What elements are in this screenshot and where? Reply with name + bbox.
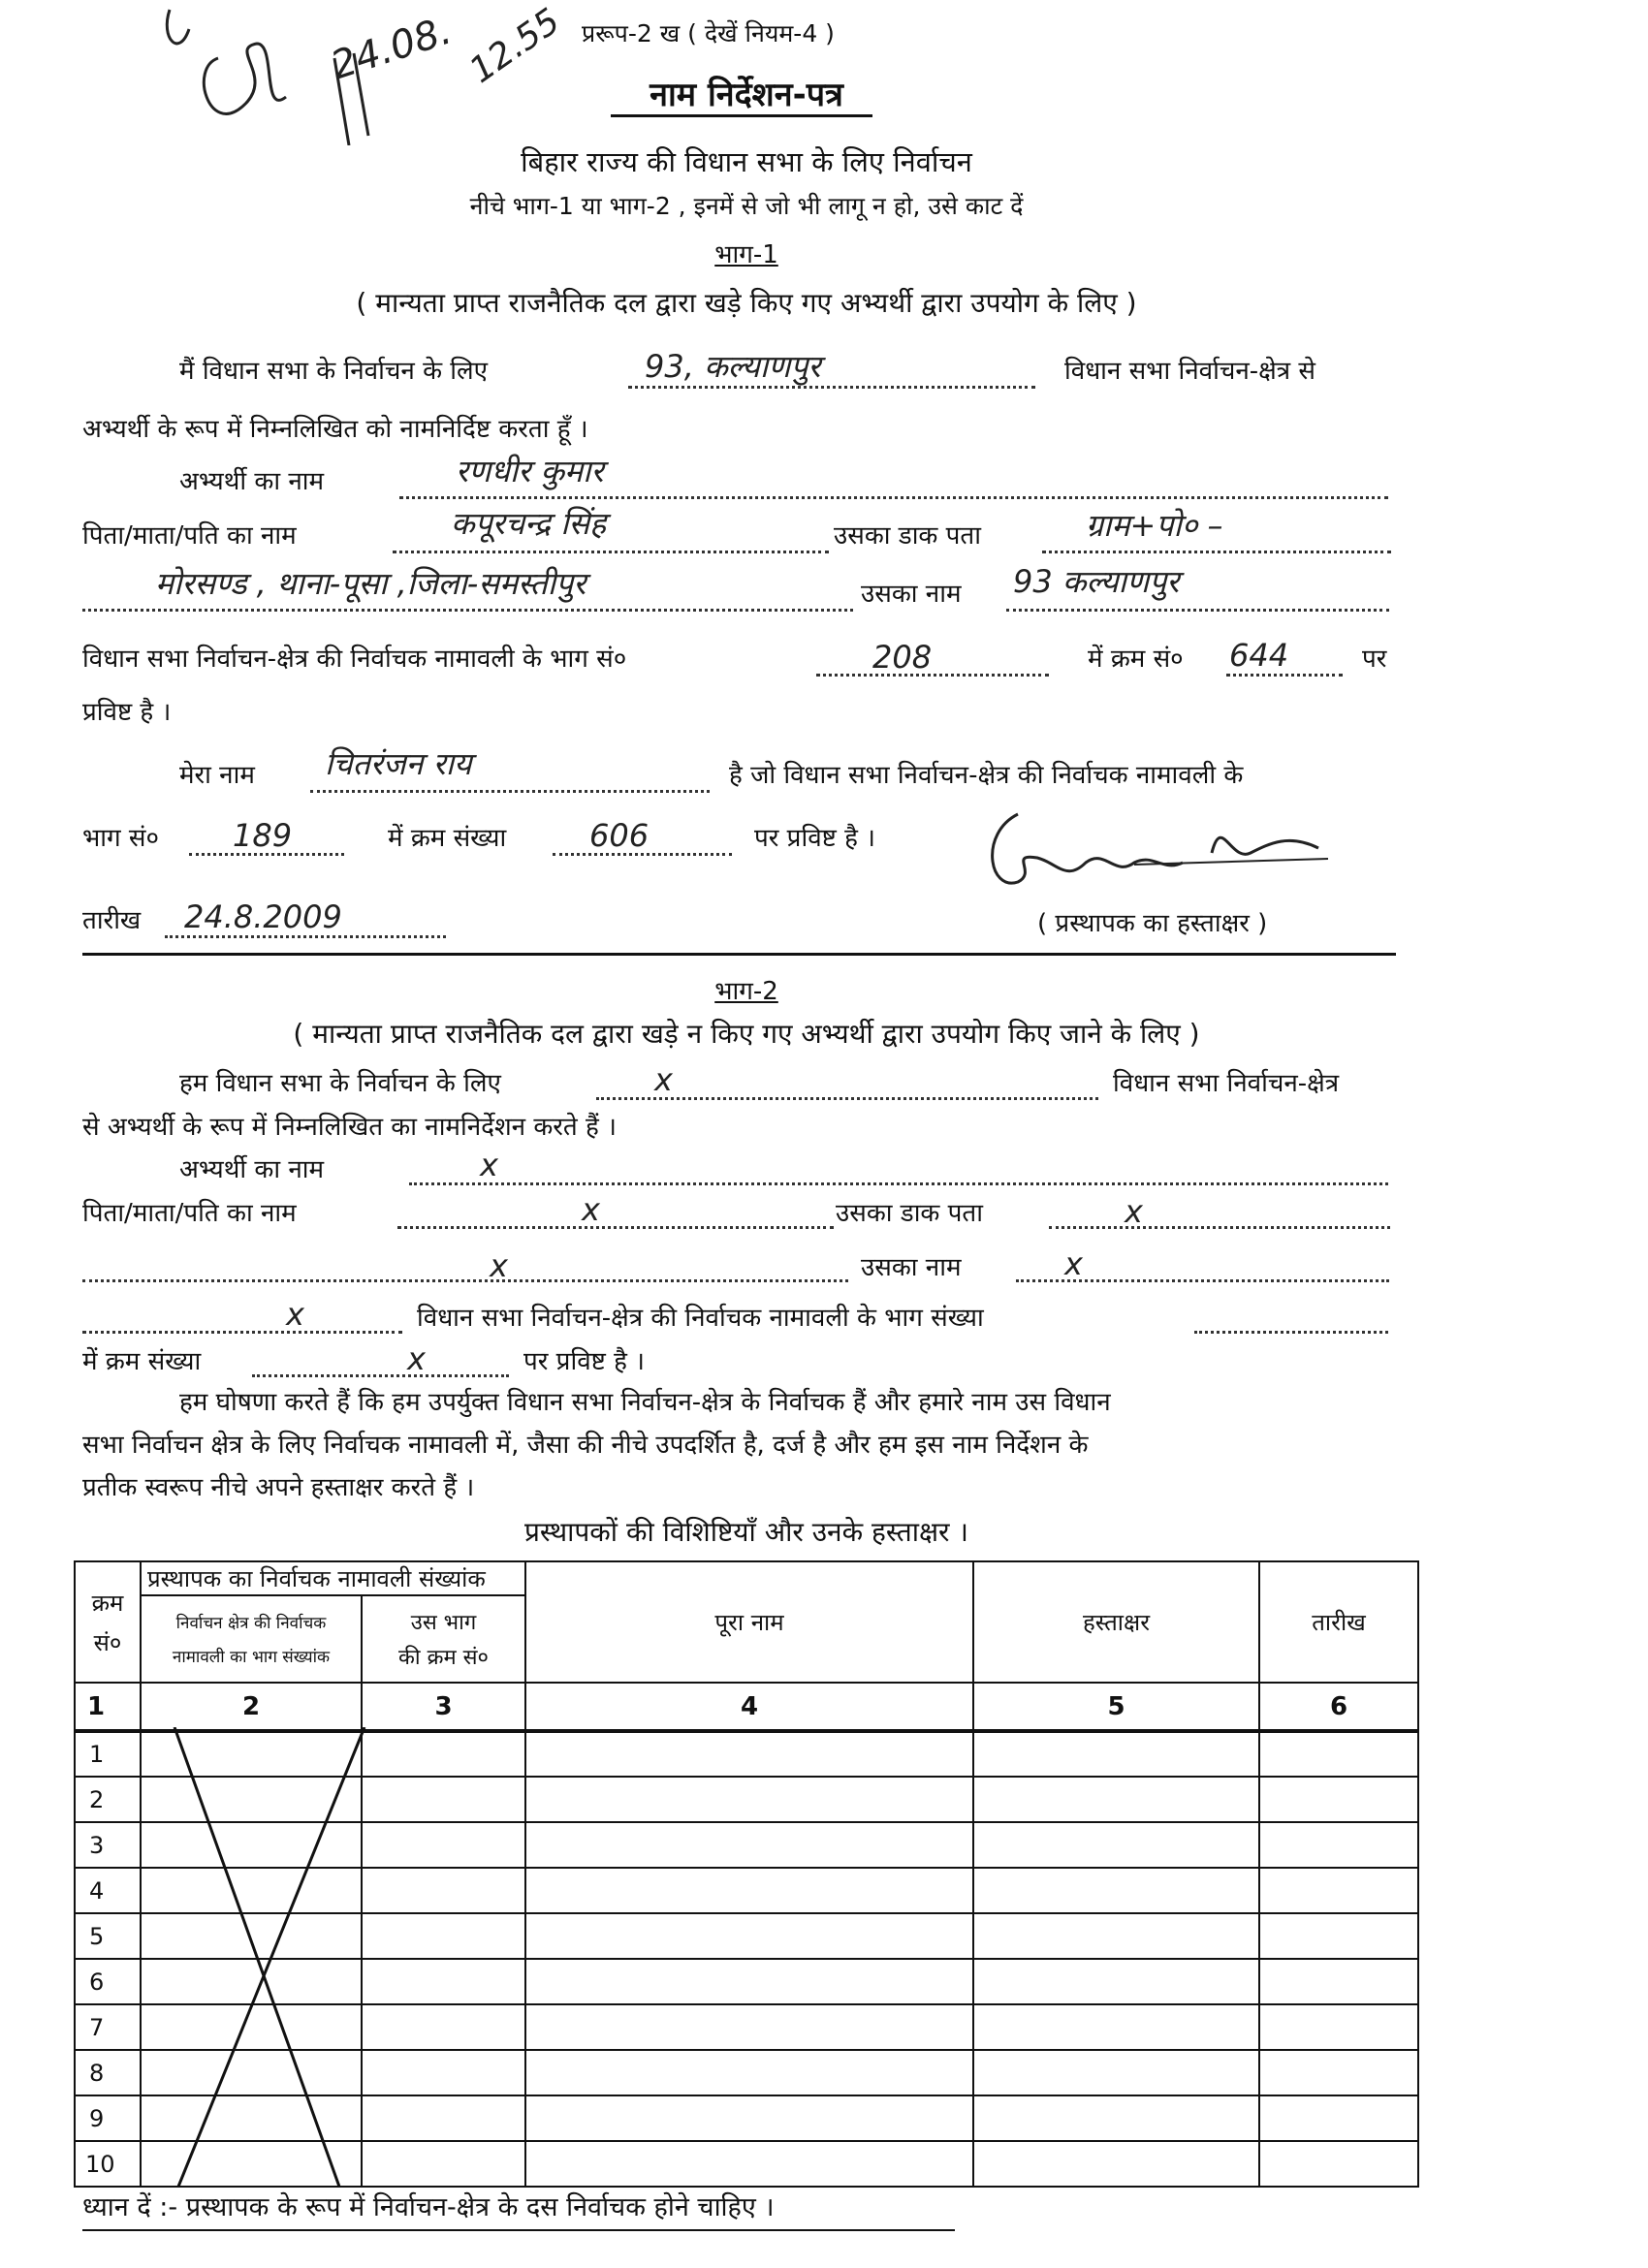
col-number-6: 6 xyxy=(1259,1683,1418,1731)
cell-signature[interactable] xyxy=(973,1731,1259,1777)
candidate-value: रणधीर कुमार xyxy=(456,453,604,489)
my-name-label: मेरा नाम xyxy=(179,761,255,790)
table-cross-icon xyxy=(140,1727,372,2187)
header-full-name: पूरा नाम xyxy=(525,1561,973,1683)
part2-father-field[interactable] xyxy=(397,1226,834,1229)
row-number: 8 xyxy=(75,2050,141,2095)
col-number-1: 1 xyxy=(75,1683,141,1731)
part2-postal-label: उसका डाक पता xyxy=(836,1199,983,1228)
part2-serial-label: में क्रम संख्या xyxy=(82,1347,202,1376)
part2-roll-label: विधान सभा निर्वाचन-क्षेत्र की निर्वाचक नामावली के भाग संख्या xyxy=(417,1304,984,1333)
cell-name[interactable] xyxy=(525,2141,973,2187)
row-number: 7 xyxy=(75,2004,141,2050)
entered-label-2: पर प्रविष्ट है । xyxy=(754,824,876,853)
cell-date[interactable] xyxy=(1259,1959,1418,2004)
cell-date[interactable] xyxy=(1259,2095,1418,2141)
row-number: 6 xyxy=(75,1959,141,2004)
col-number-4: 4 xyxy=(525,1683,973,1731)
cell-signature[interactable] xyxy=(973,2141,1259,2187)
part2-roll-field[interactable] xyxy=(82,1331,402,1334)
part2-serial-field[interactable] xyxy=(252,1374,509,1377)
father-label: पिता/माता/पति का नाम xyxy=(82,521,297,551)
declaration-line-2: सभा निर्वाचन क्षेत्र के लिए निर्वाचक नामावली में, जैसा की नीचे उपदर्शित है, दर्ज है और हम इस नाम निर्देशन के xyxy=(82,1431,1089,1460)
part1-line1-a: मैं विधान सभा के निर्वाचन के लिए xyxy=(179,357,489,386)
date-label: तारीख xyxy=(82,906,142,935)
part1-heading: भाग-1 xyxy=(714,240,778,269)
col-number-2: 2 xyxy=(141,1683,362,1731)
stamp-date: 24.08. xyxy=(326,8,458,89)
row-number: 4 xyxy=(75,1868,141,1913)
part-no-field[interactable] xyxy=(816,674,1049,677)
cell-serial[interactable] xyxy=(362,1959,525,2004)
cell-serial[interactable] xyxy=(362,1777,525,1822)
part2-cross-2: x xyxy=(480,1147,498,1183)
header-sub-serial: उस भाग की क्रम सं० xyxy=(362,1595,525,1683)
address-value-1: ग्राम+पो० – xyxy=(1086,507,1223,544)
cell-serial[interactable] xyxy=(362,2141,525,2187)
subtitle: बिहार राज्य की विधान सभा के लिए निर्वाचन xyxy=(521,145,972,178)
header-part-no: निर्वाचन क्षेत्र की निर्वाचक नामावली का भाग संख्यांक xyxy=(141,1595,362,1683)
proposer-name-value: चितरंजन राय xyxy=(325,745,472,782)
candidate-field[interactable] xyxy=(399,496,1388,499)
cell-name[interactable] xyxy=(525,1868,973,1913)
proposer-signature xyxy=(979,795,1367,901)
proposer-serial-value: 606 xyxy=(589,817,650,854)
part2-entered-label: पर प्रविष्ट है । xyxy=(523,1347,646,1376)
father-value: कपूरचन्द्र सिंह xyxy=(451,505,607,542)
part2-heading: भाग-2 xyxy=(714,977,778,1006)
cell-date[interactable] xyxy=(1259,1913,1418,1959)
constituency-field[interactable] xyxy=(628,386,1035,389)
page-title: नाम निर्देशन-पत्र xyxy=(650,76,843,114)
row-number: 2 xyxy=(75,1777,141,1822)
entered-label: प्रविष्ट है । xyxy=(82,698,172,727)
col-number-5: 5 xyxy=(973,1683,1259,1731)
part2-address-field[interactable] xyxy=(1049,1226,1390,1229)
father-field[interactable] xyxy=(393,551,829,553)
cell-name[interactable] xyxy=(525,2095,973,2141)
row-number: 1 xyxy=(75,1731,141,1777)
cell-signature[interactable] xyxy=(973,2050,1259,2095)
cell-signature[interactable] xyxy=(973,1777,1259,1822)
part-no-label: भाग सं० xyxy=(82,824,160,853)
address-field-1[interactable] xyxy=(1042,551,1391,553)
his-name-label: उसका नाम xyxy=(861,580,962,609)
address-value-2: मोरसण्ड , थाना-पूसा ,जिला-समस्तीपुर xyxy=(155,565,586,602)
table-title: प्रस्थापकों की विशिष्टियाँ और उनके हस्ताक्षर । xyxy=(523,1516,969,1548)
proposer-name-field[interactable] xyxy=(310,790,710,793)
part1-note: ( मान्यता प्राप्त राजनैतिक दल द्वारा खड़े किए गए अभ्यर्थी द्वारा उपयोग के लिए ) xyxy=(356,287,1137,319)
cell-date[interactable] xyxy=(1259,1868,1418,1913)
cell-serial[interactable] xyxy=(362,2050,525,2095)
cell-date[interactable] xyxy=(1259,2050,1418,2095)
declaration-line-1: हम घोषणा करते हैं कि हम उपर्युक्त विधान सभा निर्वाचन-क्षेत्र के निर्वाचक हैं और हमारे नाम उस विधान xyxy=(179,1388,1111,1417)
part1-line2: अभ्यर्थी के रूप में निम्नलिखित को नामनिर्दिष्ट करता हूँ । xyxy=(82,415,588,444)
part2-line2: से अभ्यर्थी के रूप में निम्नलिखित का नामनिर्देशन करते हैं । xyxy=(82,1113,617,1142)
cell-serial[interactable] xyxy=(362,1731,525,1777)
signature-scribble-icon xyxy=(979,795,1367,901)
constituency2-value: 93 कल्याणपुर xyxy=(1013,563,1180,600)
cell-serial[interactable] xyxy=(362,2095,525,2141)
roll-label-a: विधान सभा निर्वाचन-क्षेत्र की निर्वाचक नामावली के भाग सं० xyxy=(82,645,627,674)
stamp-time: 12.55 xyxy=(462,1,568,91)
my-name-label-b: है जो विधान सभा निर्वाचन-क्षेत्र की निर्वाचक नामावली के xyxy=(729,761,1244,790)
cell-name[interactable] xyxy=(525,1913,973,1959)
cell-serial[interactable] xyxy=(362,1913,525,1959)
serial-no-value: 644 xyxy=(1229,637,1289,674)
cell-signature[interactable] xyxy=(973,1913,1259,1959)
footer-underline xyxy=(82,2229,955,2231)
cell-signature[interactable] xyxy=(973,1868,1259,1913)
part2-father-label: पिता/माता/पति का नाम xyxy=(82,1199,297,1228)
part2-cross-7: x xyxy=(286,1296,304,1333)
row-number: 10 xyxy=(75,2141,141,2187)
serial-no-field[interactable] xyxy=(1226,674,1343,677)
roll-label-b: में क्रम सं० xyxy=(1088,645,1184,674)
row-number: 9 xyxy=(75,2095,141,2141)
instruction: नीचे भाग-1 या भाग-2 , इनमें से जो भी लागू न हो, उसे काट दें xyxy=(469,192,1024,220)
row-number: 5 xyxy=(75,1913,141,1959)
part2-cross-4: x xyxy=(1125,1193,1143,1230)
cell-date[interactable] xyxy=(1259,2141,1418,2187)
header-date: तारीख xyxy=(1259,1561,1418,1683)
cell-name[interactable] xyxy=(525,1731,973,1777)
footer-note: ध्यान दें :- प्रस्थापक के रूप में निर्वाचन-क्षेत्र के दस निर्वाचक होने चाहिए । xyxy=(82,2192,775,2222)
part2-candidate-field[interactable] xyxy=(409,1182,1388,1185)
row-number: 3 xyxy=(75,1822,141,1868)
part2-candidate-label: अभ्यर्थी का नाम xyxy=(179,1155,325,1184)
part-no-value: 208 xyxy=(872,639,933,676)
constituency-value: 93, कल्याणपुर xyxy=(645,348,821,385)
cell-date[interactable] xyxy=(1259,2004,1418,2050)
postal-label: उसका डाक पता xyxy=(834,521,981,551)
part1-line1-b: विधान सभा निर्वाचन-क्षेत्र से xyxy=(1064,357,1315,386)
proposer-part-value: 189 xyxy=(233,817,293,854)
header-signature: हस्ताक्षर xyxy=(973,1561,1259,1683)
part-divider xyxy=(82,953,1396,956)
part2-note: ( मान्यता प्राप्त राजनैतिक दल द्वारा खड़े न किए गए अभ्यर्थी द्वारा उपयोग किए जाने के लिए ) xyxy=(293,1018,1200,1050)
cell-date[interactable] xyxy=(1259,1822,1418,1868)
part2-cross-5: x xyxy=(490,1247,508,1284)
part2-address-field-2[interactable] xyxy=(82,1279,848,1282)
constituency2-field[interactable] xyxy=(1006,609,1389,612)
title-underline xyxy=(611,114,872,117)
date-field[interactable] xyxy=(165,935,446,938)
cell-date[interactable] xyxy=(1259,1731,1418,1777)
part2-line1-a: हम विधान सभा के निर्वाचन के लिए xyxy=(179,1069,501,1098)
header-electoral-roll: प्रस्थापक का निर्वाचक नामावली संख्यांक xyxy=(141,1561,525,1595)
col-number-3: 3 xyxy=(362,1683,525,1731)
part2-cross-1: x xyxy=(654,1061,673,1098)
roll-label-c: पर xyxy=(1362,645,1387,674)
cell-signature[interactable] xyxy=(973,2095,1259,2141)
cell-serial[interactable] xyxy=(362,2004,525,2050)
cell-date[interactable] xyxy=(1259,1777,1418,1822)
part2-cross-8: x xyxy=(407,1340,426,1377)
declaration-line-3: प्रतीक स्वरूप नीचे अपने हस्ताक्षर करते हैं । xyxy=(82,1473,475,1502)
date-value: 24.8.2009 xyxy=(184,898,342,935)
part2-part-no-field[interactable] xyxy=(1194,1331,1388,1334)
header-serial: क्रम सं० xyxy=(75,1561,141,1683)
cell-name[interactable] xyxy=(525,1777,973,1822)
part2-his-name-label: उसका नाम xyxy=(861,1253,962,1282)
part2-cross-6: x xyxy=(1064,1245,1083,1282)
cell-serial[interactable] xyxy=(362,1822,525,1868)
cell-name[interactable] xyxy=(525,1822,973,1868)
candidate-label: अभ्यर्थी का नाम xyxy=(179,467,325,496)
cell-name[interactable] xyxy=(525,2004,973,2050)
proposer-sign-label: ( प्रस्थापक का हस्ताक्षर ) xyxy=(1037,909,1268,938)
cell-serial[interactable] xyxy=(362,1868,525,1913)
part2-cross-3: x xyxy=(582,1191,600,1228)
address-field-2[interactable] xyxy=(82,609,853,612)
cell-signature[interactable] xyxy=(973,1822,1259,1868)
form-number: प्ररूप-2 ख ( देखें नियम-4 ) xyxy=(582,19,835,47)
serial-label: में क्रम संख्या xyxy=(388,824,507,853)
cell-signature[interactable] xyxy=(973,1959,1259,2004)
cell-name[interactable] xyxy=(525,2050,973,2095)
cell-signature[interactable] xyxy=(973,2004,1259,2050)
part2-line1-b: विधान सभा निर्वाचन-क्षेत्र xyxy=(1113,1069,1340,1098)
cell-name[interactable] xyxy=(525,1959,973,2004)
